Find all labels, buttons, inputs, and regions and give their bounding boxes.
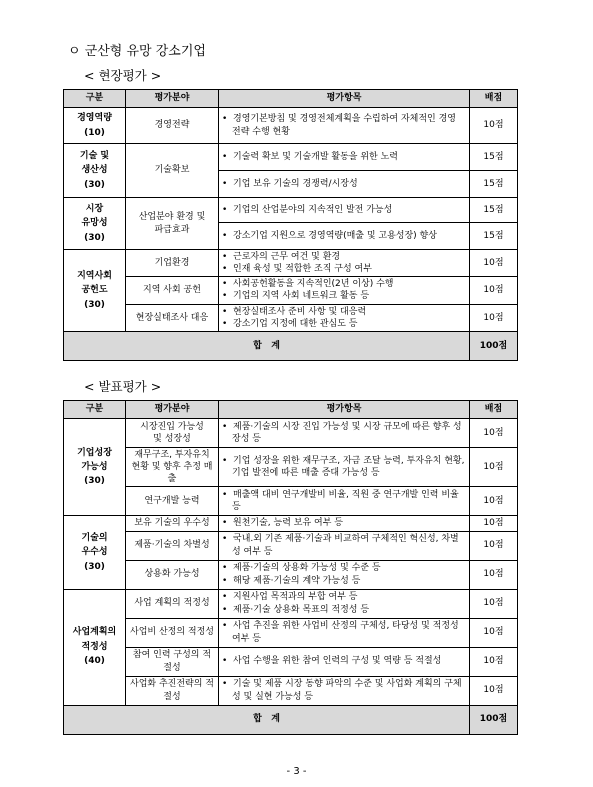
total-score: 100점 <box>470 331 518 360</box>
table-row <box>64 676 518 705</box>
bullet-item: • 현장실태조사 준비 사항 및 대응력 <box>222 306 466 318</box>
header-area: 평가분야 <box>126 90 219 108</box>
score-cell: 10점 <box>470 647 518 676</box>
table-row <box>64 589 518 618</box>
score-cell: 10점 <box>470 560 518 589</box>
score-cell: 10점 <box>470 277 518 304</box>
bullet-item: • 사업 수행을 위한 참여 인력의 구성 및 역량 등 적절성 <box>222 655 466 667</box>
item-cell <box>219 647 470 676</box>
total-label: 합 계 <box>64 705 470 734</box>
field-eval-title: < 현장평가 > <box>84 68 162 83</box>
item-cell <box>219 618 470 647</box>
table-row <box>64 198 518 223</box>
bullet-item: • 사업 추진을 위한 사업비 산정의 구체성, 타당성 및 적정성 여부 등 <box>222 620 466 644</box>
table-row <box>64 647 518 676</box>
presentation-eval-table <box>63 400 518 735</box>
total-label: 합 계 <box>64 331 470 360</box>
item-cell <box>219 108 470 144</box>
area-cell: 참여 인력 구성의 적절성 <box>126 647 219 676</box>
item-cell <box>219 560 470 589</box>
item-cell <box>219 250 470 277</box>
score-cell: 10점 <box>470 108 518 144</box>
area-cell: 기술확보 <box>126 144 219 198</box>
total-row <box>64 331 518 360</box>
item-cell <box>219 277 470 304</box>
bullet-item: • 제품·기술 상용화 목표의 적정성 등 <box>222 604 466 616</box>
item-cell <box>219 419 470 448</box>
area-cell: 사업비 산정의 적정성 <box>126 618 219 647</box>
item-cell <box>219 516 470 531</box>
bullet-item: • 강소기업 지정에 대한 관심도 등 <box>222 318 466 330</box>
bullet-item: • 기업의 산업분야의 지속적인 발전 가능성 <box>222 204 466 216</box>
item-cell <box>219 676 470 705</box>
score-cell: 10점 <box>470 304 518 331</box>
header-category: 구분 <box>64 401 126 419</box>
score-cell: 15점 <box>470 171 518 198</box>
score-cell: 10점 <box>470 676 518 705</box>
category-cell: 시장 유망성 (30) <box>64 198 126 250</box>
table-row <box>64 560 518 589</box>
score-cell: 15점 <box>470 198 518 223</box>
section-heading: ㅇ 군산형 유망 강소기업 <box>68 44 206 59</box>
page-number: - 3 - <box>286 766 307 777</box>
total-row <box>64 705 518 734</box>
area-cell: 지역 사회 공헌 <box>126 277 219 304</box>
table-row <box>64 277 518 304</box>
category-cell: 기술의 우수성 (30) <box>64 516 126 589</box>
area-cell: 산업분야 환경 및 파급효과 <box>126 198 219 250</box>
score-cell: 10점 <box>470 516 518 531</box>
bullet-item: • 지원사업 목적과의 부합 여부 등 <box>222 591 466 603</box>
score-cell: 10점 <box>470 250 518 277</box>
bullet-item: • 기업 보유 기술의 경쟁력/시장성 <box>222 178 466 190</box>
score-cell: 10점 <box>470 589 518 618</box>
bullet-item: • 근로자의 근무 여건 및 환경 <box>222 251 466 263</box>
table-row <box>64 487 518 516</box>
category-cell: 사업계획의 적정성 (40) <box>64 589 126 705</box>
field-eval-table <box>63 89 518 361</box>
bullet-item: • 경영기본방침 및 경영전체계획을 수립하여 자체적인 경영 전략 수행 현황 <box>222 113 466 137</box>
header-score: 배점 <box>470 401 518 419</box>
table-row <box>64 419 518 448</box>
bullet-item: • 인재 육성 및 적합한 조직 구성 여부 <box>222 263 466 275</box>
category-cell: 기술 및 생산성 (30) <box>64 144 126 198</box>
bullet-item: • 해당 제품·기술의 계약 가능성 등 <box>222 575 466 587</box>
category-cell: 경영역량 (10) <box>64 108 126 144</box>
area-cell: 상용화 가능성 <box>126 560 219 589</box>
bullet-item: • 강소기업 지원으로 경영역량(매출 및 고용성장) 향상 <box>222 230 466 242</box>
bullet-item: • 기업의 지역 사회 네트워크 활동 등 <box>222 290 466 302</box>
category-cell: 지역사회 공헌도 (30) <box>64 250 126 332</box>
area-cell: 시장진입 가능성 및 성장성 <box>126 419 219 448</box>
score-cell: 15점 <box>470 223 518 250</box>
item-cell <box>219 223 470 250</box>
bullet-item: • 기업 성장을 위한 재무구조, 자금 조달 능력, 투자유치 현황, 기업 발전에 따른 매출 증대 가능성 등 <box>222 455 466 479</box>
header-item: 평가항목 <box>219 90 470 108</box>
header-category: 구분 <box>64 90 126 108</box>
score-cell: 10점 <box>470 448 518 487</box>
total-score: 100점 <box>470 705 518 734</box>
score-cell: 10점 <box>470 618 518 647</box>
item-cell <box>219 487 470 516</box>
area-cell: 현장실태조사 대응 <box>126 304 219 331</box>
area-cell: 연구개발 능력 <box>126 487 219 516</box>
bullet-item: • 기술력 확보 및 기술개발 활동을 위한 노력 <box>222 151 466 163</box>
table-row <box>64 108 518 144</box>
item-cell <box>219 198 470 223</box>
item-cell <box>219 531 470 560</box>
bullet-item: • 매출액 대비 연구개발비 비율, 직원 중 연구개발 인력 비율 등 <box>222 489 466 513</box>
bullet-item: • 기술 및 제품 시장 동향 파악의 수준 및 사업화 계획의 구체성 및 실현 가능성 등 <box>222 678 466 702</box>
header-score: 배점 <box>470 90 518 108</box>
score-cell: 15점 <box>470 144 518 171</box>
header-item: 평가항목 <box>219 401 470 419</box>
table-row <box>64 250 518 277</box>
header-area: 평가분야 <box>126 401 219 419</box>
item-cell <box>219 304 470 331</box>
presentation-eval-title: < 발표평가 > <box>84 379 162 394</box>
table-header-row <box>64 401 518 419</box>
bullet-item: • 제품·기술의 시장 진입 가능성 및 시장 규모에 따른 향후 성장성 등 <box>222 421 466 445</box>
table-header-row <box>64 90 518 108</box>
category-cell: 기업성장 가능성 (30) <box>64 419 126 516</box>
bullet-item: • 원천기술, 능력 보유 여부 등 <box>222 517 466 529</box>
table-row <box>64 448 518 487</box>
table-row <box>64 516 518 531</box>
area-cell: 사업화 추진전략의 적절성 <box>126 676 219 705</box>
table-row <box>64 144 518 171</box>
item-cell <box>219 448 470 487</box>
area-cell: 재무구조, 투자유치 현황 및 향후 추정 매출 <box>126 448 219 487</box>
area-cell: 사업 계획의 적정성 <box>126 589 219 618</box>
table-row <box>64 531 518 560</box>
score-cell: 10점 <box>470 487 518 516</box>
item-cell <box>219 144 470 171</box>
table-row <box>64 304 518 331</box>
area-cell: 기업환경 <box>126 250 219 277</box>
table-row <box>64 618 518 647</box>
bullet-item: • 국내.외 기존 제품·기술과 비교하여 구체적인 혁신성, 차별성 여부 등 <box>222 533 466 557</box>
score-cell: 10점 <box>470 531 518 560</box>
bullet-item: • 사회공헌활동을 지속적인(2년 이상) 수행 <box>222 278 466 290</box>
area-cell: 보유 기술의 우수성 <box>126 516 219 531</box>
item-cell <box>219 171 470 198</box>
item-cell <box>219 589 470 618</box>
bullet-item: • 제품·기술의 상용화 가능성 및 수준 등 <box>222 562 466 574</box>
score-cell: 10점 <box>470 419 518 448</box>
area-cell: 제품·기술의 차별성 <box>126 531 219 560</box>
area-cell: 경영전략 <box>126 108 219 144</box>
